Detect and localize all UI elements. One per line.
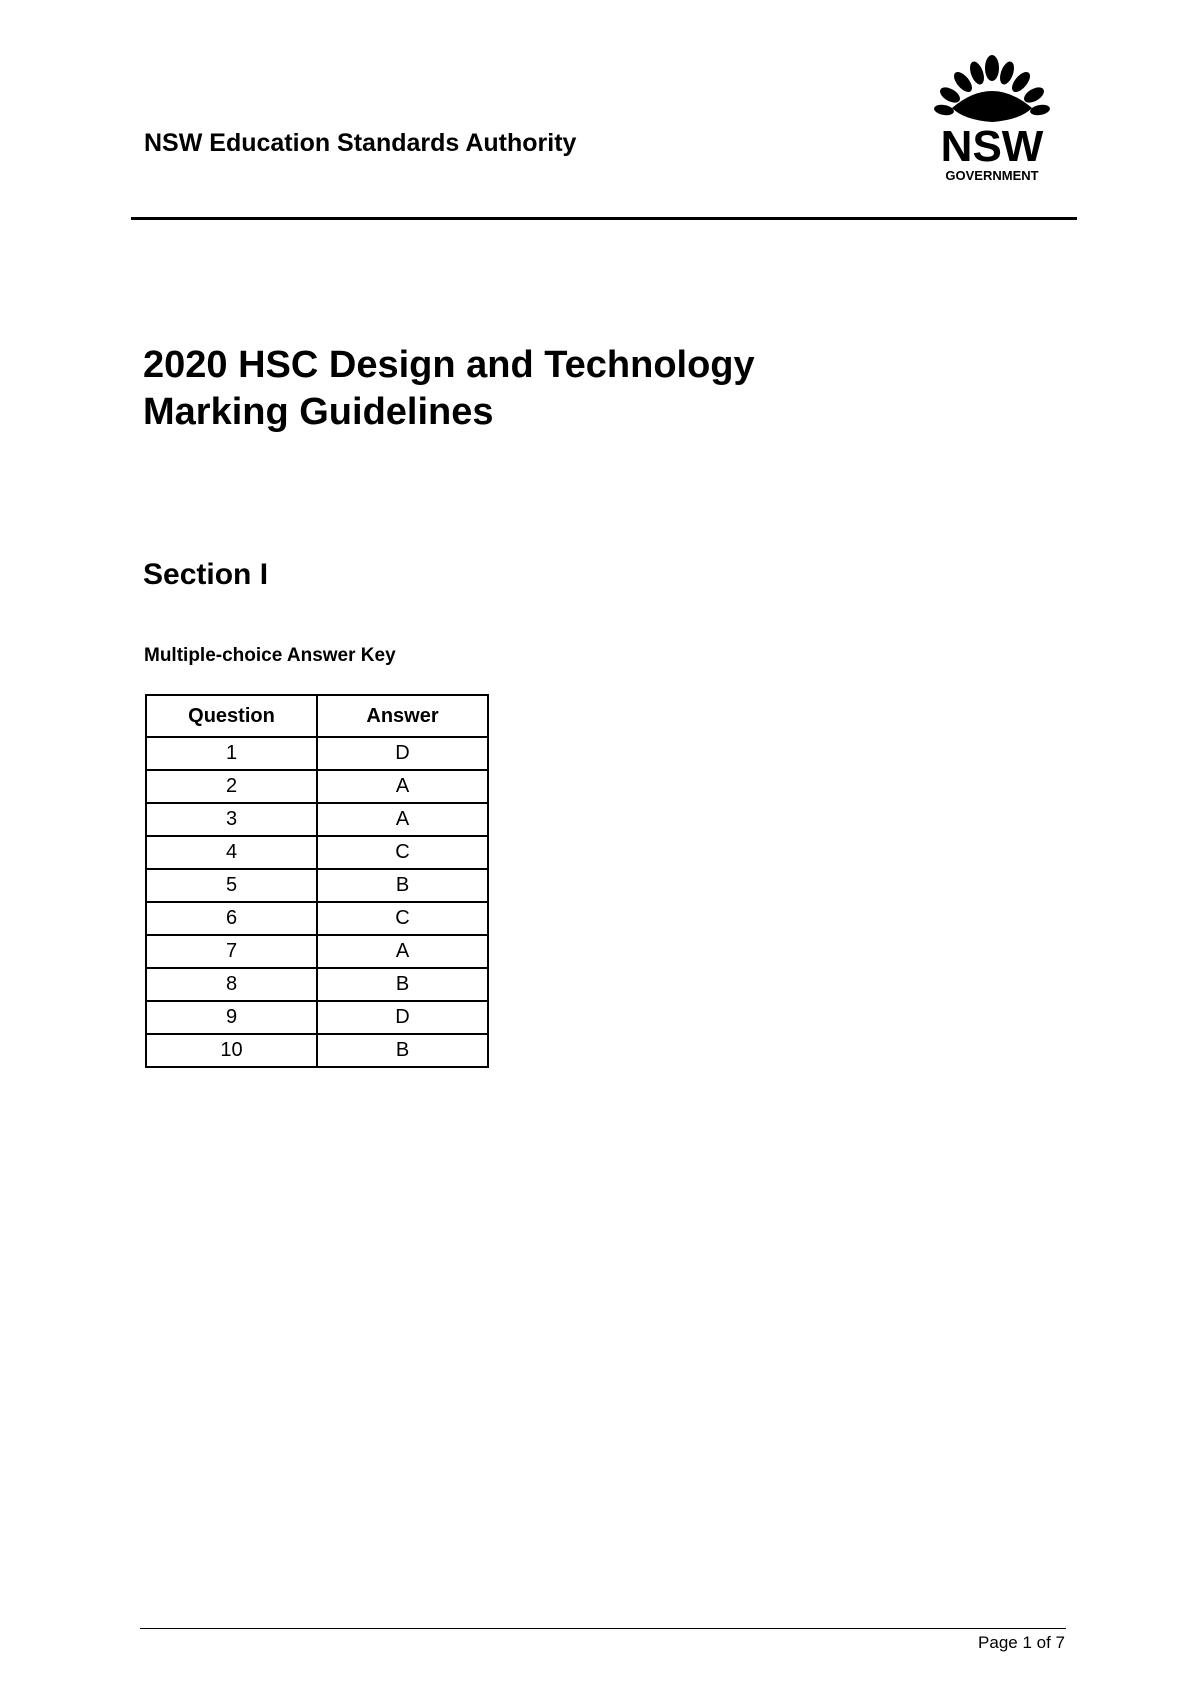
document-title-line-1: 2020 HSC Design and Technology	[143, 344, 755, 386]
answer-letter: A	[317, 803, 488, 836]
table-row	[146, 968, 488, 1001]
answer-letter: C	[317, 902, 488, 935]
answer-key-table	[145, 694, 489, 1068]
answer-letter: D	[317, 737, 488, 770]
organisation-name: NSW Education Standards Authority	[144, 129, 577, 157]
question-number: 6	[146, 902, 317, 935]
table-header-row	[146, 695, 488, 737]
page-number: Page 1 of 7	[978, 1633, 1065, 1652]
answer-letter: B	[317, 869, 488, 902]
section-heading: Section I	[143, 558, 269, 591]
question-number: 2	[146, 770, 317, 803]
question-number: 10	[146, 1034, 317, 1067]
question-number: 3	[146, 803, 317, 836]
table-row	[146, 803, 488, 836]
table-row	[146, 770, 488, 803]
column-header-question: Question	[146, 695, 317, 737]
header-divider	[131, 217, 1077, 220]
table-row	[146, 869, 488, 902]
table-row	[146, 902, 488, 935]
question-number: 7	[146, 935, 317, 968]
table-row	[146, 1034, 488, 1067]
answer-letter: B	[317, 968, 488, 1001]
table-row	[146, 1001, 488, 1034]
table-row	[146, 836, 488, 869]
nsw-government-logo	[930, 54, 1055, 189]
answer-letter: C	[317, 836, 488, 869]
question-number: 1	[146, 737, 317, 770]
answer-letter: A	[317, 770, 488, 803]
table-row	[146, 737, 488, 770]
question-number: 8	[146, 968, 317, 1001]
answer-letter: B	[317, 1034, 488, 1067]
logo-subtext: GOVERNMENT	[945, 168, 1039, 183]
footer-divider	[140, 1628, 1066, 1629]
column-header-answer: Answer	[317, 695, 488, 737]
table-row	[146, 935, 488, 968]
logo-text: NSW	[940, 122, 1044, 171]
document-title-line-2: Marking Guidelines	[143, 391, 494, 433]
answer-letter: D	[317, 1001, 488, 1034]
table-caption: Multiple-choice Answer Key	[144, 645, 396, 666]
answer-letter: A	[317, 935, 488, 968]
question-number: 5	[146, 869, 317, 902]
question-number: 4	[146, 836, 317, 869]
question-number: 9	[146, 1001, 317, 1034]
waratah-icon	[930, 54, 1055, 189]
document-title	[143, 342, 755, 436]
